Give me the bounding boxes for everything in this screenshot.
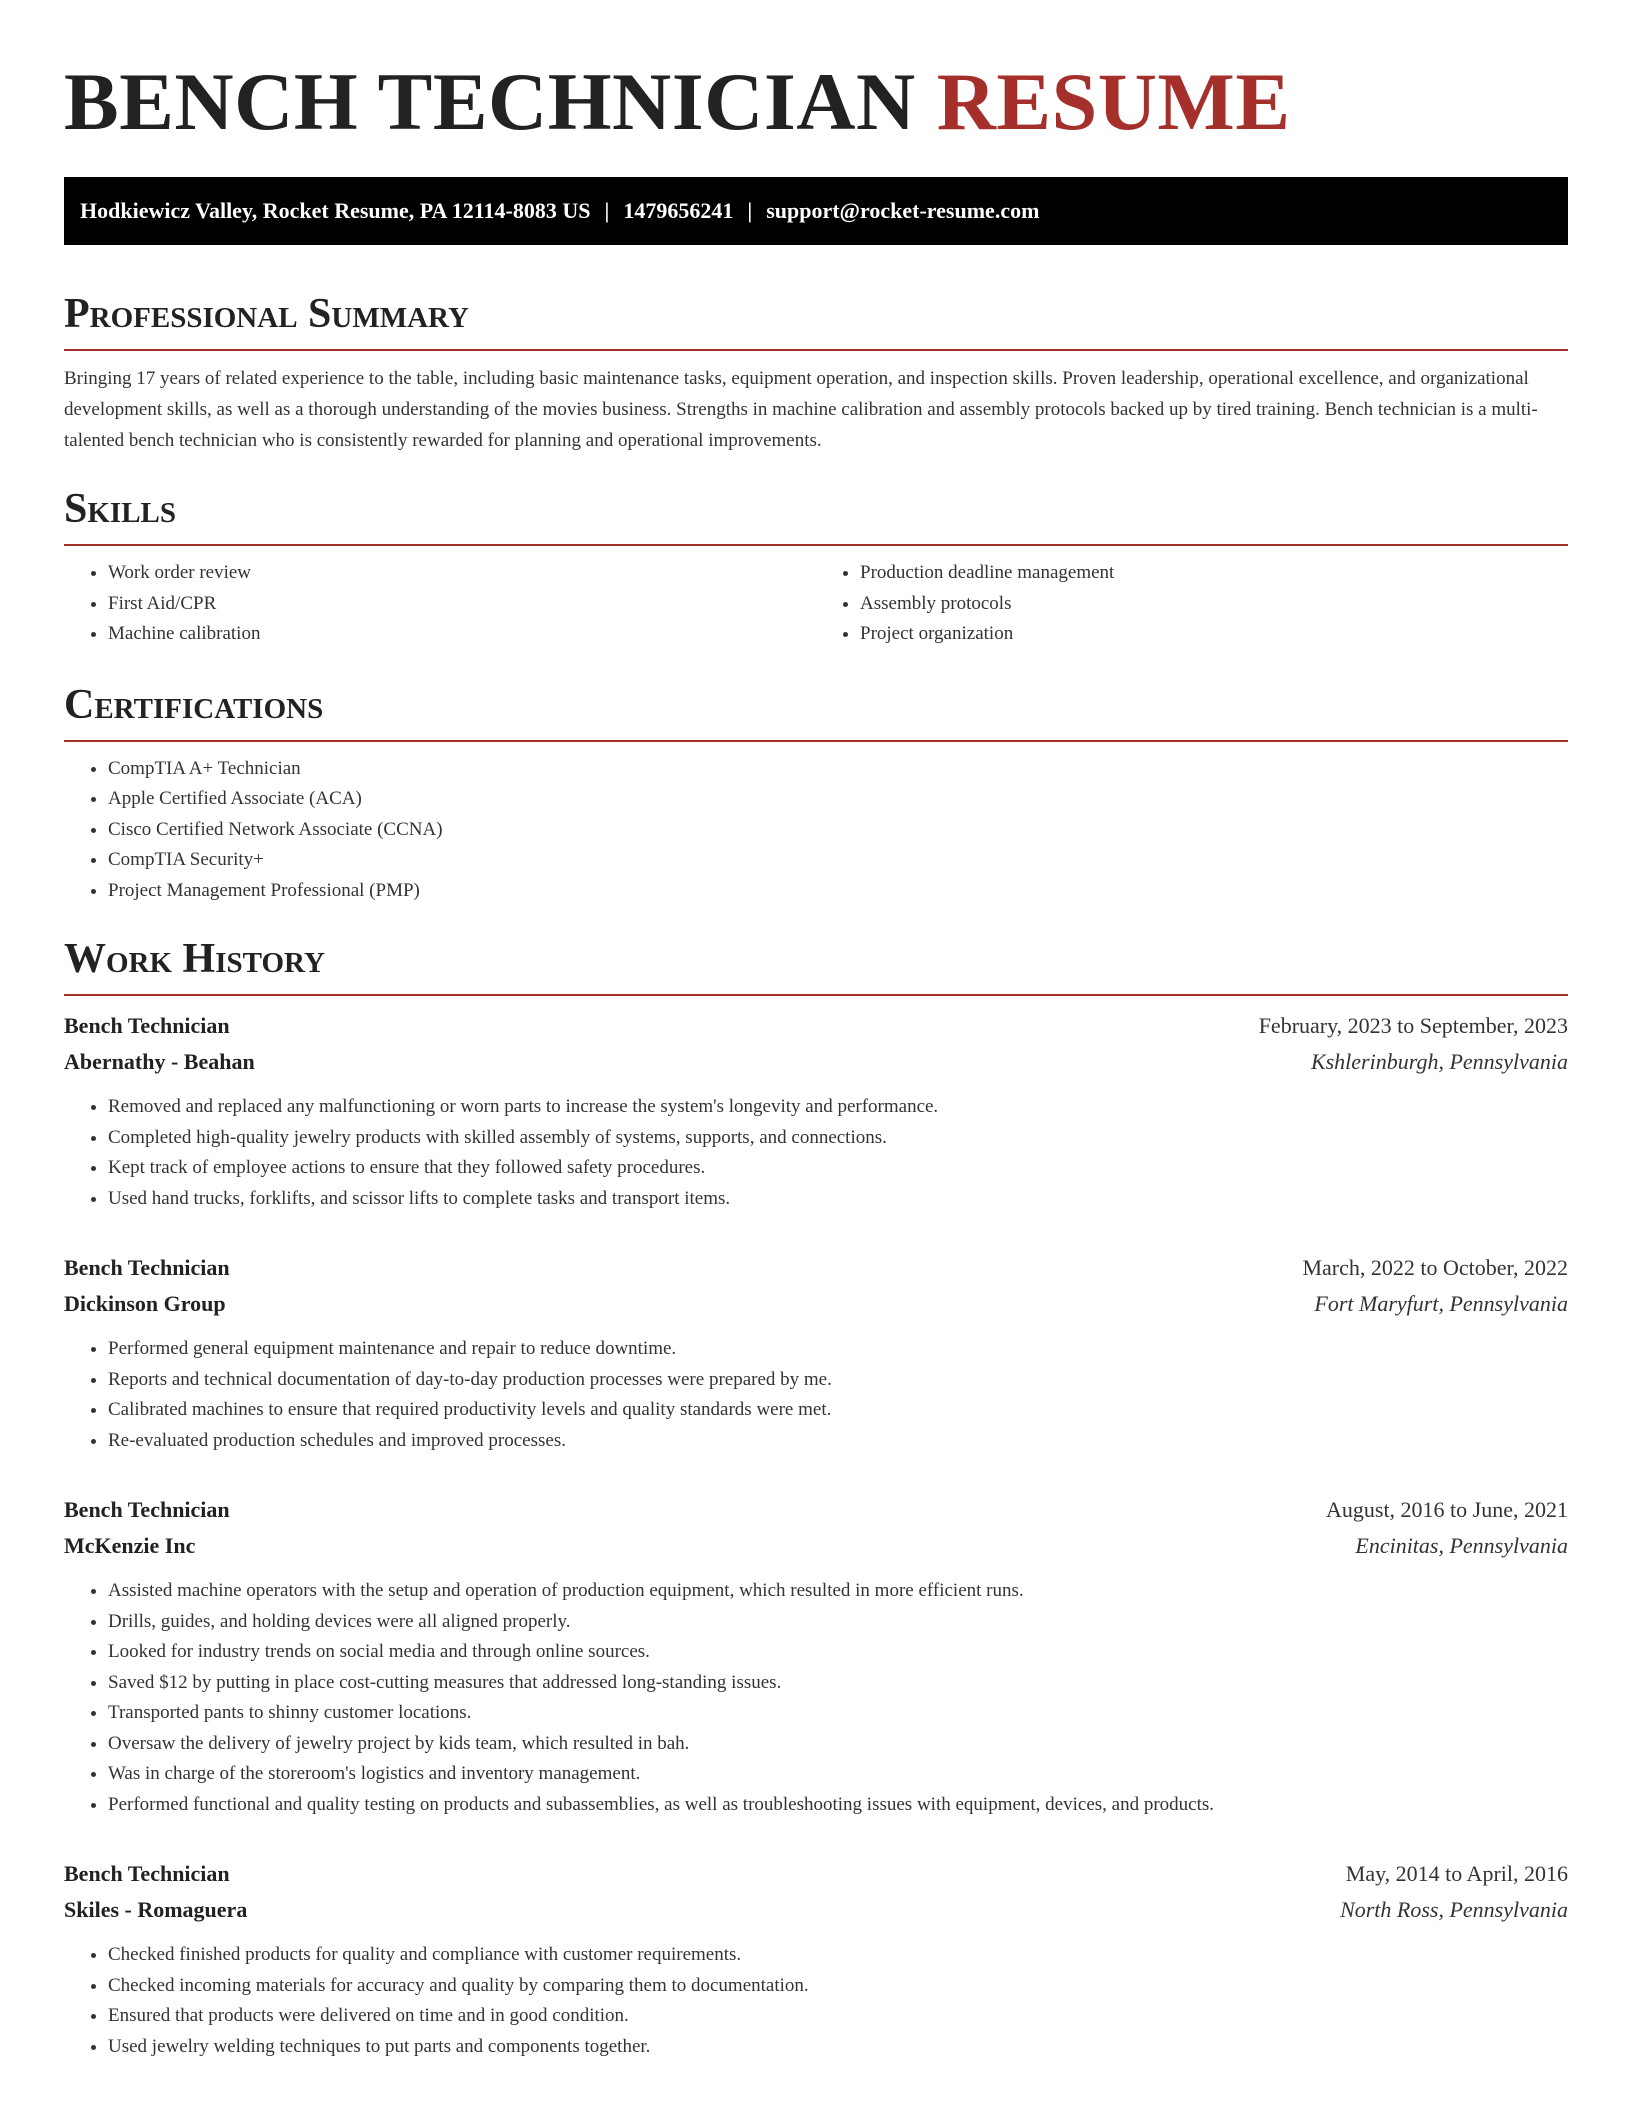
job-duty-item: • Transported pants to shinny customer locations. (108, 1698, 1568, 1729)
job-duty-item: • Ensured that products were delivered on time and in good condition. (108, 2001, 1568, 2032)
contact-separator: | (747, 198, 753, 223)
job-duty-item: • Removed and replaced any malfunctioning or worn parts to increase the system's longevity and performance. (108, 1092, 1568, 1123)
job-duty-item: • Was in charge of the storeroom's logistics and inventory management. (108, 1759, 1568, 1790)
job-company: Dickinson Group (64, 1291, 226, 1316)
job-subheader-row (64, 1044, 1568, 1080)
skills-list-left (64, 558, 816, 650)
skill-item: • First Aid/CPR (108, 589, 816, 620)
job-duty-item: • Looked for industry trends on social media and through online sources. (108, 1637, 1568, 1668)
job-company: Abernathy - Beahan (64, 1049, 255, 1074)
job-duty-item: • Checked incoming materials for accuracy and quality by comparing them to documentation. (108, 1971, 1568, 2002)
job-entry (64, 1856, 1568, 2062)
job-duty-item: • Saved $12 by putting in place cost-cutting measures that addressed long-standing issues. (108, 1668, 1568, 1699)
job-dates: March, 2022 to October, 2022 (1302, 1255, 1568, 1280)
job-location: Kshlerinburgh, Pennsylvania (1310, 1049, 1568, 1074)
skills-list-right (816, 558, 1568, 650)
contact-address: Hodkiewicz Valley, Rocket Resume, PA 12114-8083 US (80, 198, 591, 223)
contact-phone[interactable]: 1479656241 (623, 198, 734, 223)
work-history-section (64, 934, 1568, 2062)
contact-separator: | (604, 198, 610, 223)
skill-item: • Assembly protocols (860, 589, 1568, 620)
job-title: Bench Technician (64, 1861, 230, 1886)
job-dates: May, 2014 to April, 2016 (1345, 1861, 1568, 1886)
job-dates: February, 2023 to September, 2023 (1258, 1013, 1568, 1038)
job-title: Bench Technician (64, 1255, 230, 1280)
certification-item: • Project Management Professional (PMP) (108, 876, 1568, 907)
job-duty-item: • Drills, guides, and holding devices were all aligned properly. (108, 1607, 1568, 1638)
skill-item: • Production deadline management (860, 558, 1568, 589)
job-duty-item: • Re-evaluated production schedules and improved processes. (108, 1426, 1568, 1457)
job-location: Fort Maryfurt, Pennsylvania (1314, 1291, 1568, 1316)
resume-title (64, 52, 1568, 152)
title-accent: RESUME (936, 56, 1291, 147)
certifications-list (64, 754, 1568, 907)
summary-text: Bringing 17 years of related experience to the table, including basic maintenance tasks, equipment operation, and inspection skills. Proven leadership, operational excellence, and organizational development skills, as well as a thorough understanding of the movies business. Strengths in machine calibration and assembly protocols backed up by tired training. Bench technician is a multi-talented bench technician who is consistently rewarded for planning and operational improvements. (64, 368, 1538, 451)
job-duty-item: • Completed high-quality jewelry products with skilled assembly of systems, supports, and connections. (108, 1123, 1568, 1154)
section-heading-summary: Professional Summary (64, 289, 1568, 351)
resume-page (64, 52, 1568, 2062)
job-duty-item: • Used jewelry welding techniques to put parts and components together. (108, 2032, 1568, 2063)
job-duties-list (64, 1576, 1568, 1820)
job-location: Encinitas, Pennsylvania (1355, 1533, 1568, 1558)
job-duty-item: • Calibrated machines to ensure that required productivity levels and quality standards were met. (108, 1395, 1568, 1426)
job-header-row (64, 1008, 1568, 1044)
job-entry (64, 1008, 1568, 1214)
job-company: McKenzie Inc (64, 1533, 196, 1558)
title-main: BENCH TECHNICIAN (64, 56, 916, 147)
job-title: Bench Technician (64, 1497, 230, 1522)
skill-item: • Project organization (860, 619, 1568, 650)
job-duty-item: • Checked finished products for quality and compliance with customer requirements. (108, 1940, 1568, 1971)
job-entry (64, 1492, 1568, 1820)
contact-email[interactable]: support@rocket-resume.com (766, 198, 1040, 223)
job-duty-item: • Used hand trucks, forklifts, and scissor lifts to complete tasks and transport items. (108, 1184, 1568, 1215)
skill-item: • Machine calibration (108, 619, 816, 650)
certification-item: • CompTIA Security+ (108, 845, 1568, 876)
job-duty-item: • Kept track of employee actions to ensure that they followed safety procedures. (108, 1153, 1568, 1184)
job-entry (64, 1250, 1568, 1456)
job-duties-list (64, 1334, 1568, 1456)
job-title: Bench Technician (64, 1013, 230, 1038)
job-header-row (64, 1492, 1568, 1528)
professional-summary-section (64, 289, 1568, 456)
contact-bar (64, 177, 1568, 245)
job-location: North Ross, Pennsylvania (1340, 1897, 1568, 1922)
job-header-row (64, 1856, 1568, 1892)
certifications-section (64, 680, 1568, 907)
job-duty-item: • Assisted machine operators with the setup and operation of production equipment, which resulted in more efficient runs. (108, 1576, 1568, 1607)
job-duty-item: • Performed functional and quality testing on products and subassemblies, as well as troubleshooting issues with equipment, devices, and products. (108, 1790, 1568, 1821)
section-heading-certifications: Certifications (64, 680, 1568, 742)
section-heading-skills: Skills (64, 484, 1568, 546)
skill-item: • Work order review (108, 558, 816, 589)
job-header-row (64, 1250, 1568, 1286)
job-subheader-row (64, 1528, 1568, 1564)
skills-grid (64, 558, 1568, 650)
job-dates: August, 2016 to June, 2021 (1326, 1497, 1568, 1522)
job-duties-list (64, 1092, 1568, 1214)
job-subheader-row (64, 1286, 1568, 1322)
job-subheader-row (64, 1892, 1568, 1928)
skills-section (64, 484, 1568, 650)
section-heading-work-history: Work History (64, 934, 1568, 996)
job-duty-item: • Performed general equipment maintenance and repair to reduce downtime. (108, 1334, 1568, 1365)
job-duty-item: • Oversaw the delivery of jewelry project by kids team, which resulted in bah. (108, 1729, 1568, 1760)
certification-item: • Cisco Certified Network Associate (CCNA) (108, 815, 1568, 846)
certification-item: • Apple Certified Associate (ACA) (108, 784, 1568, 815)
certification-item: • CompTIA A+ Technician (108, 754, 1568, 785)
job-company: Skiles - Romaguera (64, 1897, 248, 1922)
job-duty-item: • Reports and technical documentation of day-to-day production processes were prepared by me. (108, 1365, 1568, 1396)
job-duties-list (64, 1940, 1568, 2062)
